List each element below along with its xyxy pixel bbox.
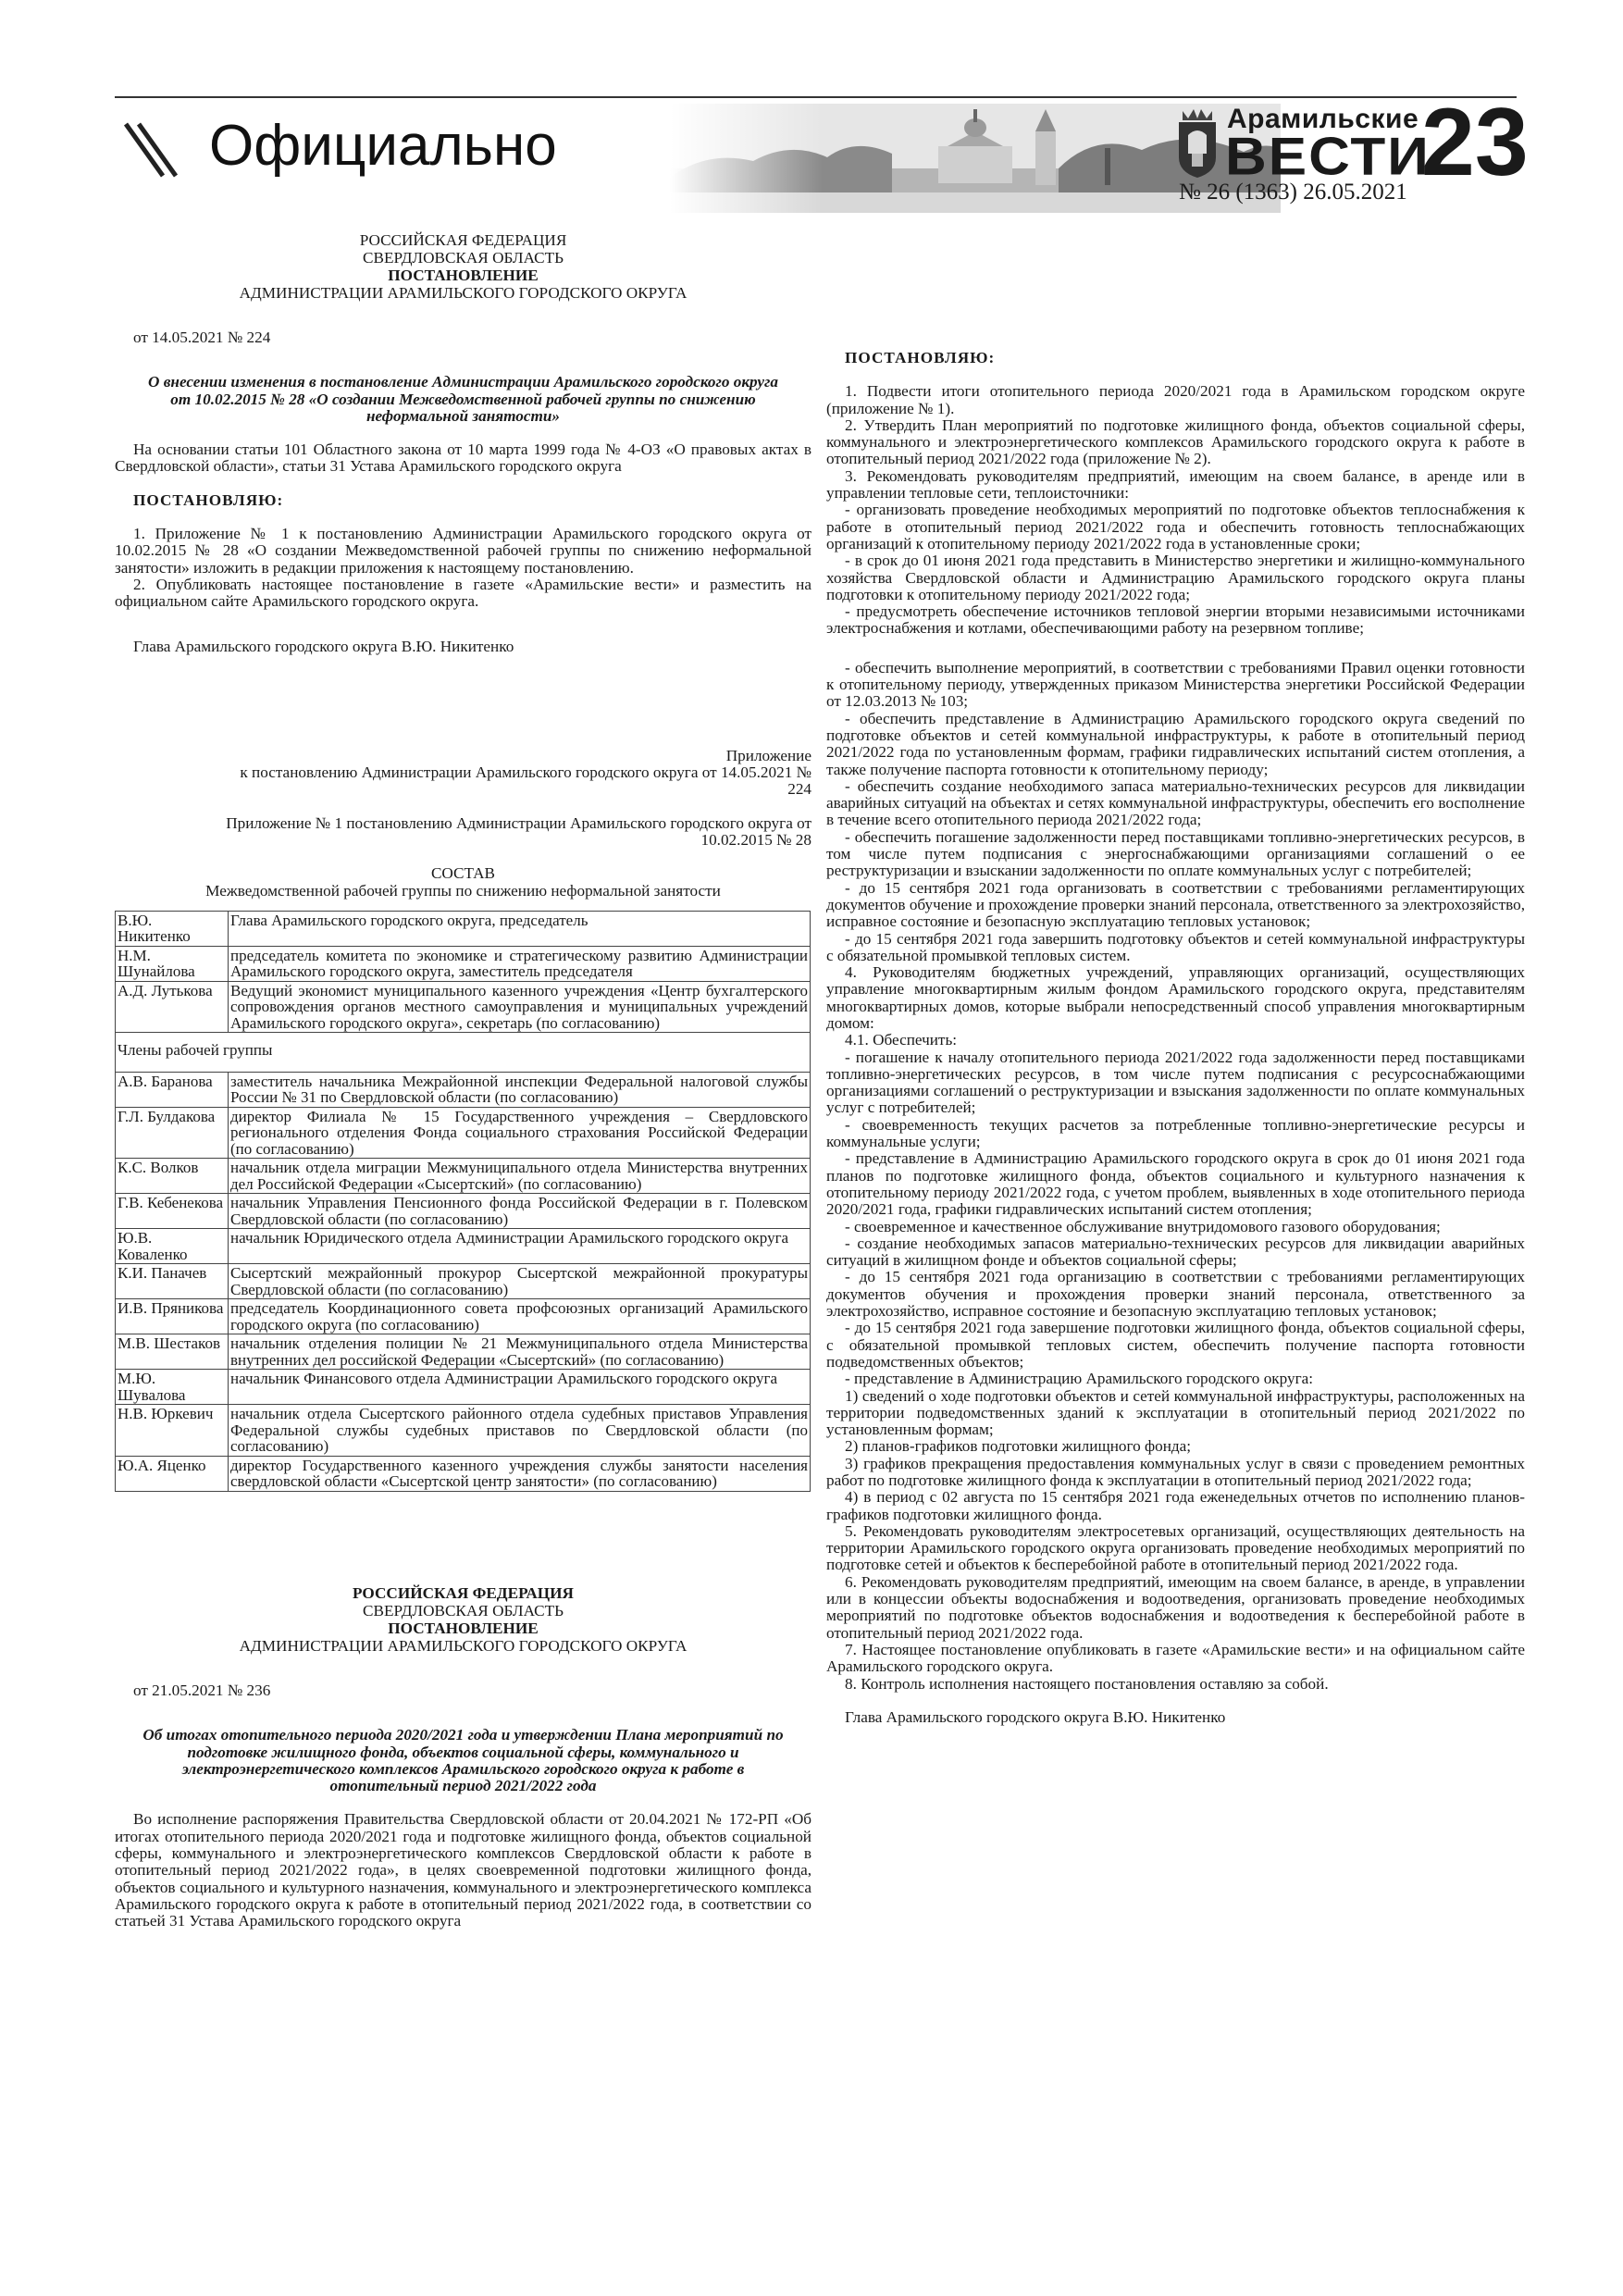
member-name: В.Ю. Никитенко bbox=[116, 911, 229, 946]
decree2-item: - обеспечить выполнение мероприятий, в соответствии с требованиями Правил оценки готовности к отопительному периоду, утвержденных приказом Министерства энергетики Российской Федерации от 12.03.2013 № 103; bbox=[826, 658, 1525, 711]
right-column bbox=[826, 231, 1525, 1726]
decree2-item: - создание необходимых запасов материально-технических ресурсов для ликвидации аварийных ситуаций в жилищном фонде и объектов социальной сферы; bbox=[826, 1234, 1525, 1270]
appendix-ref: к постановлению Администрации Арамильского городского округа от 14.05.2021 № 224 bbox=[240, 763, 812, 799]
member-name: Н.В. Юркевич bbox=[116, 1405, 229, 1457]
table-row bbox=[116, 1264, 811, 1299]
decree2-item: 4. Руководителям бюджетных учреждений, управляющих организаций, осуществляющих управление многоквартирным жилым фондом Арамильского городского округа, представителям многоквартирных домов, которые выбрали непосредственный способ управления многоквартирным домом: bbox=[826, 963, 1525, 1032]
decree2-items-part1 bbox=[826, 383, 1525, 637]
masthead bbox=[1171, 89, 1529, 217]
decree2-item: - представление в Администрацию Арамильского городского округа в срок до 01 июня 2021 года планов по подготовке жилищного фонда, объектов социального и культурного назначения к отопительному периоду 2021/2022 года, с учетом проблем, выявленных в ходе отопительного периода 2020/2021 года, графики гидравлических испытаний систем отопления; bbox=[826, 1149, 1525, 1219]
decree2-item: 2. Утвердить План мероприятий по подготовке жилищного фонда, объектов социальной сферы, коммунального и электроэнергетического комплексов Арамильского городского округа к работе в отопительный период 2021/2022 года (приложение № 2). bbox=[826, 416, 1525, 468]
table-row bbox=[116, 1194, 811, 1229]
diagonal-lines-icon bbox=[122, 122, 178, 178]
decree2-item: 5. Рекомендовать руководителям электросетевых организаций, осуществляющих деятельность на территории Арамильского городского округа организовать проведение необходимых мероприятий по подготовке сетей и объектов к бесперебойной работе в отопительный период 2021/2022 года. bbox=[826, 1521, 1525, 1574]
newspaper-name-main: ВЕСТИ bbox=[1225, 127, 1431, 187]
decree1-preamble: На основании статьи 101 Областного закона от 10 марта 1999 года № 4-ОЗ «О правовых актах в Свердловской области», статьи 31 Устава Арамильского городского округа bbox=[115, 441, 812, 476]
decree1-title: О внесении изменения в постановление Администрации Арамильского городского округа от 10.02.2015 № 28 «О создании Межведомственной рабочей группы по снижению неформальной занятости» bbox=[148, 373, 778, 425]
decree2-item: - представление в Администрацию Арамильского городского округа: bbox=[845, 1370, 1314, 1388]
table-row bbox=[116, 981, 811, 1033]
member-role: директор Государственного казенного учреждения службы занятости населения свердловской области «Сысертской центр занятости» (по согласованию) bbox=[229, 1456, 811, 1491]
decree2-item: 3. Рекомендовать руководителям предприятий, имеющим на своем балансе, в аренде или в управлении тепловые сети, теплоисточники: bbox=[826, 466, 1525, 503]
member-role: начальник отделения полиции № 21 Межмуниципального отдела Министерства внутренних дел российской Федерации «Сысертский» (по согласованию) bbox=[229, 1334, 811, 1370]
decree2-item: - в срок до 01 июня 2021 года представить в Министерство энергетики и жилищно-коммунального хозяйства Свердловской области и Администрацию Арамильского городского округа планы подготовки к отопительному периоду 2021/2022 года; bbox=[826, 552, 1525, 603]
decree2-header bbox=[115, 1584, 812, 1655]
appendix-ref2: Приложение № 1 постановлению Администрации Арамильского городского округа от 10.02.2015 № 28 bbox=[226, 813, 812, 850]
members-table bbox=[115, 911, 811, 1492]
member-name: М.В. Шестаков bbox=[116, 1334, 229, 1370]
table-row bbox=[116, 1072, 811, 1107]
table-row bbox=[116, 1334, 811, 1370]
decree2-item: 7. Настоящее постановление опубликовать в газете «Арамильские вести» и на официальном сайте Арамильского городского округа. bbox=[826, 1640, 1525, 1676]
page-header bbox=[115, 89, 1529, 217]
decree2-item: - предусмотреть обеспечение источников тепловой энергии вторыми независимыми источниками электроснабжения и котлами, обеспечивающими работу на резервном топливе; bbox=[826, 602, 1525, 638]
table-row bbox=[116, 1159, 811, 1194]
decree2-region: СВЕРДЛОВСКАЯ ОБЛАСТЬ bbox=[363, 1601, 564, 1620]
table-row bbox=[116, 1229, 811, 1264]
member-name: Ю.В. Коваленко bbox=[116, 1229, 229, 1264]
member-role: заместитель начальника Межрайонной инспекции Федеральной налоговой службы России № 31 по Свердловской области (по согласованию) bbox=[229, 1072, 811, 1107]
decree2-item: - обеспечить погашение задолженности перед поставщиками топливно-энергетических ресурсов, в том числе путем подписания с энергоснабжающими организациями соглашений о ее реструктуризации и взыскании задолженности по оплате коммунальных услуг с потребителей; bbox=[826, 827, 1525, 880]
member-role: начальник Управления Пенсионного фонда Российской Федерации в г. Полевском Свердловской области (по согласованию) bbox=[229, 1194, 811, 1229]
members-section-label: Члены рабочей группы bbox=[116, 1033, 811, 1073]
decree2-item: - обеспечить создание необходимого запаса материально-технических ресурсов для ликвидации аварийных ситуаций на объектах и сетях коммунальной инфраструктуры, обеспечить его восполнение в течение всего отопительного периода 2021/2022 года; bbox=[826, 776, 1525, 829]
member-role: председатель комитета по экономике и стратегическому развитию Администрации Арамильского городского округа, заместитель председателя bbox=[229, 946, 811, 981]
table-row bbox=[116, 946, 811, 981]
decree1-issuer: АДМИНИСТРАЦИИ АРАМИЛЬСКОГО ГОРОДСКОГО ОКРУГА bbox=[239, 284, 688, 302]
composition-subtitle: Межведомственной рабочей группы по снижению неформальной занятости bbox=[205, 881, 721, 900]
decree2-item: 3) графиков прекращения предоставления коммунальных услуг в связи с проведением ремонтных работ по подготовке жилищного фонда к эксплуатации в отопительный период 2021/2022 года; bbox=[826, 1454, 1525, 1489]
member-name: М.Ю. Шувалова bbox=[116, 1370, 229, 1405]
preamble-continuation-space bbox=[826, 231, 1525, 350]
decree1-header bbox=[115, 231, 812, 302]
decree1-resolve: ПОСТАНОВЛЯЮ: bbox=[133, 490, 284, 509]
decree1-region: СВЕРДЛОВСКАЯ ОБЛАСТЬ bbox=[363, 249, 564, 267]
table-row bbox=[116, 1033, 811, 1073]
table-row bbox=[116, 1405, 811, 1457]
decree2-signature: Глава Арамильского городского округа В.Ю. Никитенко bbox=[845, 1707, 1226, 1726]
decree1-item: 1. Приложение № 1 к постановлению Администрации Арамильского городского округа от 10.02.2015 № 28 «О создании Межведомственной рабочей группы по снижению неформальной занятости» изложить в редакции приложения к настоящему постановлению. bbox=[115, 525, 812, 577]
decree2-resolve: ПОСТАНОВЛЯЮ: bbox=[845, 349, 996, 366]
member-role: начальник отдела миграции Межмуниципального отдела Министерства внутренних дел Российской Федерации «Сысертский» (по согласованию) bbox=[229, 1159, 811, 1194]
section-title: Официально bbox=[209, 114, 557, 178]
decree2-item: 2) планов-графиков подготовки жилищного фонда; bbox=[845, 1437, 1192, 1456]
member-role: директор Филиала № 15 Государственного учреждения – Свердловского регионального отделения Фонда социального страхования Российской Федерации (по согласованию) bbox=[229, 1107, 811, 1159]
table-row bbox=[116, 1299, 811, 1334]
decree2-items-part2 bbox=[826, 660, 1525, 1693]
decree2-preamble: Во исполнение распоряжения Правительства Свердловской области от 20.04.2021 № 172-РП «Об итогах отопительного периода 2020/2021 года и подготовке жилищного фонда, объектов социальной сферы, коммунального и электроэнергетического комплексов Свердловской области к работе в отопительный период 2021/2022 года», в целях своевременной подготовки жилищного фонда, объектов социального и культурного назначения, коммунального и электроэнергетического комплекса Арамильского городского округа к работе в отопительный период 2021/2022 года, в соответствии со статьей 31 Устава Арамильского городского округа bbox=[115, 1810, 812, 1930]
decree2-item: 6. Рекомендовать руководителям предприятий, имеющим на своем балансе, в аренде, в управлении или в концессии объекты водоснабжения и водоотведения, организовать проведение необходимых мероприятий по подготовке объектов водоснабжения и водоотведения к бесперебойной работе в отопительный период 2021/2022 года. bbox=[826, 1572, 1525, 1642]
member-name: К.И. Паначев bbox=[116, 1264, 229, 1299]
member-role: Сысертский межрайонный прокурор Сысертской межрайонной прокуратуры Свердловской области (по согласованию) bbox=[229, 1264, 811, 1299]
member-role: председатель Координационного совета профсоюзных организаций Арамильского городского округа (по согласованию) bbox=[229, 1299, 811, 1334]
decree2-date: от 21.05.2021 № 236 bbox=[133, 1681, 271, 1699]
composition-title: СОСТАВ bbox=[430, 864, 496, 883]
member-name: Г.В. Кебенекова bbox=[116, 1194, 229, 1229]
decree1-type: ПОСТАНОВЛЕНИЕ bbox=[388, 267, 539, 284]
crest-icon bbox=[1175, 107, 1220, 180]
member-name: Н.М. Шунайлова bbox=[116, 946, 229, 981]
table-row bbox=[116, 911, 811, 946]
decree2-item: 8. Контроль исполнения настоящего постановления оставляю за собой. bbox=[845, 1674, 1329, 1693]
decree2-item: 4.1. Обеспечить: bbox=[845, 1031, 958, 1049]
left-column bbox=[115, 231, 812, 1930]
decree2-item: - своевременное и качественное обслуживание внутридомового газового оборудования; bbox=[845, 1217, 1441, 1235]
decree2-item: - своевременность текущих расчетов за потребленные топливно-энергетические ресурсы и коммунальные услуги; bbox=[826, 1115, 1525, 1151]
decree2-title: Об итогах отопительного периода 2020/2021 года и утверждении Плана мероприятий по подготовке жилищного фонда, объектов социальной сферы, коммунального и электроэнергетического комплексов Арамильского городского округа к работе в отопительный период 2021/2022 года bbox=[142, 1726, 784, 1795]
decree2-item: 1. Подвести итоги отопительного периода 2020/2021 года в Арамильском городском округе (приложение № 1). bbox=[826, 382, 1525, 417]
decree2-type: ПОСТАНОВЛЕНИЕ bbox=[388, 1619, 539, 1637]
decree2-item: - обеспечить представление в Администрацию Арамильского городского округа сведений по подготовке объектов и сетей коммунальной инфраструктуры, к работе в отопительный период 2021/2022 года по установленным формам, графики гидравлических испытаний систем отопления, а также получение паспорта готовности к отопительному периоду; bbox=[826, 709, 1525, 778]
decree1-item: 2. Опубликовать настоящее постановление в газете «Арамильские вести» и разместить на официальном сайте Арамильского городского округа. bbox=[115, 575, 812, 611]
decree1-date: от 14.05.2021 № 224 bbox=[133, 329, 271, 346]
decree2-item: - до 15 сентября 2021 года завершение подготовки жилищного фонда, объектов социальной сферы, с обязательной промывкой тепловых систем, обеспечить получение паспорта готовности подведомственных объектов; bbox=[826, 1319, 1525, 1371]
decree2-item: 4) в период с 02 августа по 15 сентября 2021 года еженедельных отчетов по исполнению планов-графиков подготовки жилищного фонда. bbox=[826, 1488, 1525, 1523]
table-row bbox=[116, 1456, 811, 1491]
decree2-item: - до 15 сентября 2021 года организовать в соответствии с требованиями регламентирующих документов обучение и прохождение проверки знаний персонала, ответственного за электрохозяйство, исправное состояние и безопасную эксплуатацию тепловых установок; bbox=[826, 878, 1525, 931]
member-name: Г.Л. Булдакова bbox=[116, 1107, 229, 1159]
member-name: К.С. Волков bbox=[116, 1159, 229, 1194]
decree2-country: РОССИЙСКАЯ ФЕДЕРАЦИЯ bbox=[353, 1583, 574, 1602]
member-role: начальник Юридического отдела Администрации Арамильского городского округа bbox=[229, 1229, 811, 1264]
member-name: И.В. Пряникова bbox=[116, 1299, 229, 1334]
decree1-country: РОССИЙСКАЯ ФЕДЕРАЦИЯ bbox=[359, 231, 567, 249]
member-name: А.Д. Лутькова bbox=[116, 981, 229, 1033]
newspaper-name-top: Арамильские bbox=[1227, 104, 1419, 134]
member-role: начальник отдела Сысертского районного отдела судебных приставов Управления Федеральной службы судебных приставов по Свердловской области (по согласованию) bbox=[229, 1405, 811, 1457]
table-row bbox=[116, 1107, 811, 1159]
decree2-item: - погашение к началу отопительного периода 2021/2022 года задолженности перед поставщиками топливно-энергетических ресурсов, в том числе путем подписания с ресурсоснабжающими организациями соглашений о реструктуризации и взыскания задолженности по оплате коммунальных услуг с потребителей; bbox=[826, 1048, 1525, 1117]
decree1-signature: Глава Арамильского городского округа В.Ю. Никитенко bbox=[133, 637, 514, 655]
decree2-issuer: АДМИНИСТРАЦИИ АРАМИЛЬСКОГО ГОРОДСКОГО ОКРУГА bbox=[239, 1636, 688, 1655]
member-role: Ведущий экономист муниципального казенного учреждения «Центр бухгалтерского сопровождения органов местного самоуправления и муниципальных учреждений Арамильского городского округа», секретарь (по согласованию) bbox=[229, 981, 811, 1033]
member-name: Ю.А. Яценко bbox=[116, 1456, 229, 1491]
member-role: Глава Арамильского городского округа, председатель bbox=[229, 911, 811, 946]
member-role: начальник Финансового отдела Администрации Арамильского городского округа bbox=[229, 1370, 811, 1405]
table-row bbox=[116, 1370, 811, 1405]
decree2-item: - до 15 сентября 2021 года организацию в соответствии с требованиями регламентирующих документов обучения и прохождения проверки знаний персонала, ответственного за электрохозяйство, исправное состояние и безопасную эксплуатацию тепловых установок; bbox=[826, 1268, 1525, 1321]
decree2-item: - до 15 сентября 2021 года завершить подготовку объектов и сетей коммунальной инфраструктуры с обязательной промывкой тепловых систем. bbox=[826, 929, 1525, 964]
issue-number: № 26 (1363) 26.05.2021 bbox=[1179, 180, 1407, 205]
member-name: А.В. Баранова bbox=[116, 1072, 229, 1107]
page-number: 23 bbox=[1421, 89, 1529, 196]
appendix-label: Приложение bbox=[725, 746, 812, 764]
decree2-item: - организовать проведение необходимых мероприятий по подготовке объектов теплоснабжения к работе в отопительный период 2021/2022 года и обеспечить готовность теплоснабжающих организаций к отопительному периоду 2021/2022 года в установленные сроки; bbox=[826, 501, 1525, 552]
decree2-item: 1) сведений о ходе подготовки объектов и сетей коммунальной инфраструктуры, расположенных на территории подведомственных зданий к эксплуатации в отопительный период 2021/2022 по установленным формам; bbox=[826, 1386, 1525, 1439]
